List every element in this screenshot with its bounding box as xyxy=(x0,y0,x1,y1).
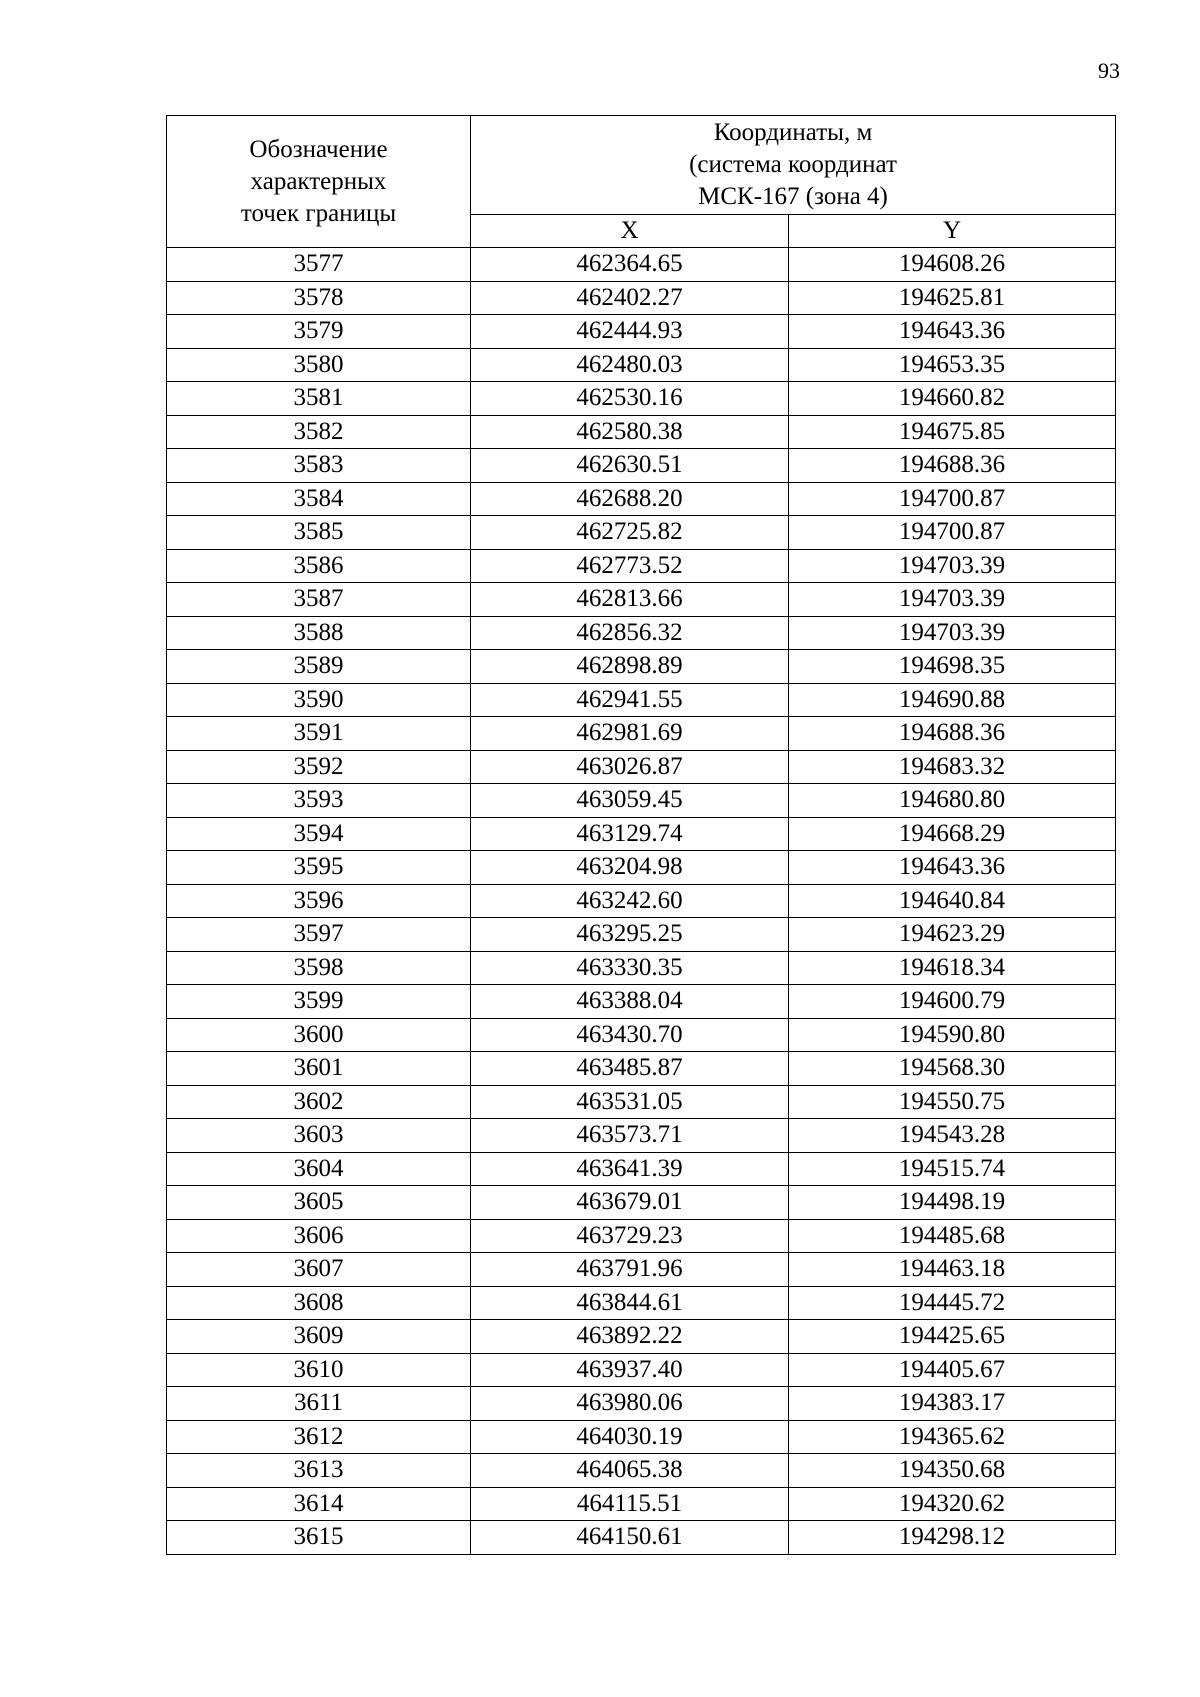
y-coordinate-cell: 194618.34 xyxy=(789,951,1116,985)
point-id-cell: 3614 xyxy=(167,1487,471,1521)
designation-header xyxy=(167,116,471,248)
point-id-cell: 3590 xyxy=(167,683,471,717)
table-row xyxy=(167,817,1116,851)
table-row xyxy=(167,918,1116,952)
y-coordinate-cell: 194405.67 xyxy=(789,1353,1116,1387)
table-header xyxy=(167,116,1116,248)
table-row xyxy=(167,1454,1116,1488)
x-coordinate-cell: 463844.61 xyxy=(471,1286,789,1320)
x-coordinate-cell: 462530.16 xyxy=(471,382,789,416)
y-coordinate-cell: 194660.82 xyxy=(789,382,1116,416)
y-coordinate-cell: 194680.80 xyxy=(789,784,1116,818)
x-coordinate-cell: 463791.96 xyxy=(471,1253,789,1287)
y-coordinate-cell: 194700.87 xyxy=(789,482,1116,516)
table-row xyxy=(167,884,1116,918)
x-coordinate-cell: 462580.38 xyxy=(471,415,789,449)
y-coordinate-cell: 194608.26 xyxy=(789,248,1116,282)
y-coordinate-cell: 194550.75 xyxy=(789,1085,1116,1119)
y-coordinate-cell: 194703.39 xyxy=(789,583,1116,617)
point-id-cell: 3600 xyxy=(167,1018,471,1052)
point-id-cell: 3605 xyxy=(167,1186,471,1220)
point-id-cell: 3611 xyxy=(167,1387,471,1421)
table-row xyxy=(167,549,1116,583)
x-coordinate-cell: 463059.45 xyxy=(471,784,789,818)
table-row xyxy=(167,1186,1116,1220)
point-id-cell: 3587 xyxy=(167,583,471,617)
table-row xyxy=(167,1018,1116,1052)
point-id-cell: 3582 xyxy=(167,415,471,449)
y-coordinate-cell: 194445.72 xyxy=(789,1286,1116,1320)
point-id-cell: 3591 xyxy=(167,717,471,751)
table-row xyxy=(167,315,1116,349)
point-id-cell: 3588 xyxy=(167,616,471,650)
y-coordinate-cell: 194700.87 xyxy=(789,516,1116,550)
x-coordinate-cell: 464115.51 xyxy=(471,1487,789,1521)
point-id-cell: 3580 xyxy=(167,348,471,382)
point-id-cell: 3604 xyxy=(167,1152,471,1186)
designation-header-line: Обозначение xyxy=(249,135,388,163)
y-coordinate-cell: 194498.19 xyxy=(789,1186,1116,1220)
page-number: 93 xyxy=(1098,58,1120,83)
table-row xyxy=(167,1052,1116,1086)
x-coordinate-cell: 463641.39 xyxy=(471,1152,789,1186)
point-id-cell: 3598 xyxy=(167,951,471,985)
table-row xyxy=(167,281,1116,315)
table-row xyxy=(167,851,1116,885)
y-coordinate-cell: 194515.74 xyxy=(789,1152,1116,1186)
point-id-cell: 3610 xyxy=(167,1353,471,1387)
point-id-cell: 3585 xyxy=(167,516,471,550)
point-id-cell: 3589 xyxy=(167,650,471,684)
point-id-cell: 3613 xyxy=(167,1454,471,1488)
table-row xyxy=(167,1521,1116,1555)
x-coordinate-cell: 463295.25 xyxy=(471,918,789,952)
point-id-cell: 3593 xyxy=(167,784,471,818)
y-coordinate-cell: 194653.35 xyxy=(789,348,1116,382)
y-coordinate-cell: 194543.28 xyxy=(789,1119,1116,1153)
point-id-cell: 3606 xyxy=(167,1219,471,1253)
table-row xyxy=(167,382,1116,416)
y-coordinate-cell: 194463.18 xyxy=(789,1253,1116,1287)
x-coordinate-cell: 464150.61 xyxy=(471,1521,789,1555)
point-id-cell: 3601 xyxy=(167,1052,471,1086)
table-row xyxy=(167,482,1116,516)
table-body xyxy=(167,248,1116,1555)
table-row xyxy=(167,583,1116,617)
x-coordinate-cell: 462813.66 xyxy=(471,583,789,617)
x-coordinate-cell: 462480.03 xyxy=(471,348,789,382)
table-row xyxy=(167,985,1116,1019)
table-row xyxy=(167,1420,1116,1454)
y-coordinate-cell: 194675.85 xyxy=(789,415,1116,449)
point-id-cell: 3612 xyxy=(167,1420,471,1454)
x-coordinate-cell: 463330.35 xyxy=(471,951,789,985)
x-coordinate-cell: 462402.27 xyxy=(471,281,789,315)
x-coordinate-cell: 464065.38 xyxy=(471,1454,789,1488)
y-coordinate-cell: 194350.68 xyxy=(789,1454,1116,1488)
table-row xyxy=(167,449,1116,483)
point-id-cell: 3608 xyxy=(167,1286,471,1320)
y-coordinate-cell: 194320.62 xyxy=(789,1487,1116,1521)
point-id-cell: 3577 xyxy=(167,248,471,282)
point-id-cell: 3583 xyxy=(167,449,471,483)
x-coordinate-cell: 463892.22 xyxy=(471,1320,789,1354)
x-coordinate-cell: 462856.32 xyxy=(471,616,789,650)
x-column-header: X xyxy=(471,215,789,248)
table-row xyxy=(167,717,1116,751)
y-coordinate-cell: 194625.81 xyxy=(789,281,1116,315)
y-coordinate-cell: 194688.36 xyxy=(789,717,1116,751)
coordinates-header xyxy=(471,116,1116,215)
y-coordinate-cell: 194688.36 xyxy=(789,449,1116,483)
table-row xyxy=(167,1253,1116,1287)
table-row xyxy=(167,348,1116,382)
x-coordinate-cell: 462898.89 xyxy=(471,650,789,684)
point-id-cell: 3607 xyxy=(167,1253,471,1287)
y-coordinate-cell: 194643.36 xyxy=(789,851,1116,885)
y-coordinate-cell: 194683.32 xyxy=(789,750,1116,784)
table-row xyxy=(167,683,1116,717)
x-coordinate-cell: 463937.40 xyxy=(471,1353,789,1387)
y-coordinate-cell: 194485.68 xyxy=(789,1219,1116,1253)
table-row xyxy=(167,1353,1116,1387)
x-coordinate-cell: 462364.65 xyxy=(471,248,789,282)
x-coordinate-cell: 463026.87 xyxy=(471,750,789,784)
x-coordinate-cell: 463129.74 xyxy=(471,817,789,851)
point-id-cell: 3581 xyxy=(167,382,471,416)
y-coordinate-cell: 194298.12 xyxy=(789,1521,1116,1555)
point-id-cell: 3578 xyxy=(167,281,471,315)
point-id-cell: 3594 xyxy=(167,817,471,851)
point-id-cell: 3579 xyxy=(167,315,471,349)
x-coordinate-cell: 463485.87 xyxy=(471,1052,789,1086)
table-row xyxy=(167,1085,1116,1119)
point-id-cell: 3602 xyxy=(167,1085,471,1119)
table-row xyxy=(167,650,1116,684)
table-row xyxy=(167,415,1116,449)
point-id-cell: 3609 xyxy=(167,1320,471,1354)
y-coordinate-cell: 194643.36 xyxy=(789,315,1116,349)
x-coordinate-cell: 462630.51 xyxy=(471,449,789,483)
point-id-cell: 3599 xyxy=(167,985,471,1019)
x-coordinate-cell: 463679.01 xyxy=(471,1186,789,1220)
x-coordinate-cell: 464030.19 xyxy=(471,1420,789,1454)
table-row xyxy=(167,248,1116,282)
y-coordinate-cell: 194623.29 xyxy=(789,918,1116,952)
designation-header-line: характерных xyxy=(250,167,387,195)
point-id-cell: 3584 xyxy=(167,482,471,516)
x-coordinate-cell: 462725.82 xyxy=(471,516,789,550)
table-row xyxy=(167,616,1116,650)
point-id-cell: 3586 xyxy=(167,549,471,583)
y-coordinate-cell: 194640.84 xyxy=(789,884,1116,918)
table-row xyxy=(167,1286,1116,1320)
table-row xyxy=(167,1219,1116,1253)
table-row xyxy=(167,784,1116,818)
y-coordinate-cell: 194703.39 xyxy=(789,616,1116,650)
table-row xyxy=(167,750,1116,784)
y-coordinate-cell: 194668.29 xyxy=(789,817,1116,851)
point-id-cell: 3595 xyxy=(167,851,471,885)
y-coordinate-cell: 194703.39 xyxy=(789,549,1116,583)
x-coordinate-cell: 462444.93 xyxy=(471,315,789,349)
table-row xyxy=(167,1119,1116,1153)
x-coordinate-cell: 463430.70 xyxy=(471,1018,789,1052)
x-coordinate-cell: 462981.69 xyxy=(471,717,789,751)
x-coordinate-cell: 463573.71 xyxy=(471,1119,789,1153)
coordinates-header-line: Координаты, м xyxy=(713,119,873,146)
y-coordinate-cell: 194383.17 xyxy=(789,1387,1116,1421)
y-coordinate-cell: 194568.30 xyxy=(789,1052,1116,1086)
y-coordinate-cell: 194590.80 xyxy=(789,1018,1116,1052)
x-coordinate-cell: 463531.05 xyxy=(471,1085,789,1119)
y-coordinate-cell: 194425.65 xyxy=(789,1320,1116,1354)
table-row xyxy=(167,516,1116,550)
x-coordinate-cell: 463388.04 xyxy=(471,985,789,1019)
y-coordinate-cell: 194365.62 xyxy=(789,1420,1116,1454)
point-id-cell: 3596 xyxy=(167,884,471,918)
table-row xyxy=(167,1487,1116,1521)
x-coordinate-cell: 462688.20 xyxy=(471,482,789,516)
x-coordinate-cell: 463729.23 xyxy=(471,1219,789,1253)
table-row xyxy=(167,1320,1116,1354)
designation-header-line: точек границы xyxy=(240,199,397,227)
x-coordinate-cell: 463242.60 xyxy=(471,884,789,918)
table-row xyxy=(167,1152,1116,1186)
coordinates-table xyxy=(166,115,1116,1555)
table-row xyxy=(167,951,1116,985)
point-id-cell: 3615 xyxy=(167,1521,471,1555)
x-coordinate-cell: 463204.98 xyxy=(471,851,789,885)
point-id-cell: 3603 xyxy=(167,1119,471,1153)
coordinates-header-line: (система координат xyxy=(689,151,897,178)
table-row xyxy=(167,1387,1116,1421)
y-coordinate-cell: 194690.88 xyxy=(789,683,1116,717)
point-id-cell: 3597 xyxy=(167,918,471,952)
x-coordinate-cell: 462941.55 xyxy=(471,683,789,717)
x-coordinate-cell: 462773.52 xyxy=(471,549,789,583)
point-id-cell: 3592 xyxy=(167,750,471,784)
y-column-header: Y xyxy=(789,215,1116,248)
x-coordinate-cell: 463980.06 xyxy=(471,1387,789,1421)
y-coordinate-cell: 194698.35 xyxy=(789,650,1116,684)
coordinates-header-line: МСК-167 (зона 4) xyxy=(698,183,888,210)
y-coordinate-cell: 194600.79 xyxy=(789,985,1116,1019)
